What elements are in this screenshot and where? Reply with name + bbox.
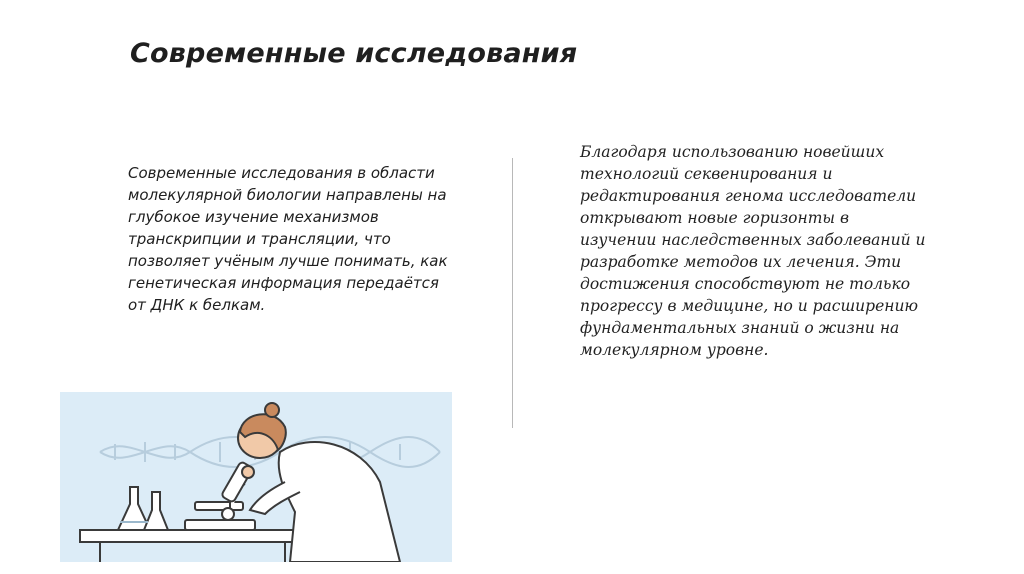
slide-title: Современные исследования xyxy=(130,38,578,69)
left-paragraph: Современные исследования в области молекулярной биологии направлены на глубокое изучение механизмов транскрипции и трансляции, что позволяет учёным лучше понимать, как генетическая информация передаётся от ДНК к белкам. xyxy=(128,164,448,314)
lab-table xyxy=(80,530,300,562)
flask-icon xyxy=(118,487,168,530)
scientist-microscope-icon xyxy=(60,392,452,562)
scientist-illustration xyxy=(60,392,452,562)
right-paragraph: Благодаря использованию новейших технологий секвенирования и редактирования генома исследователи открывают новые горизонты в изучении наследственных заболеваний и разработке методов их лечения. Эти достижения способствуют не только прогрессу в медицине, но и расширению фундаментальных знаний о жизни на молекулярном уровне. xyxy=(580,143,926,359)
column-divider xyxy=(512,158,513,428)
